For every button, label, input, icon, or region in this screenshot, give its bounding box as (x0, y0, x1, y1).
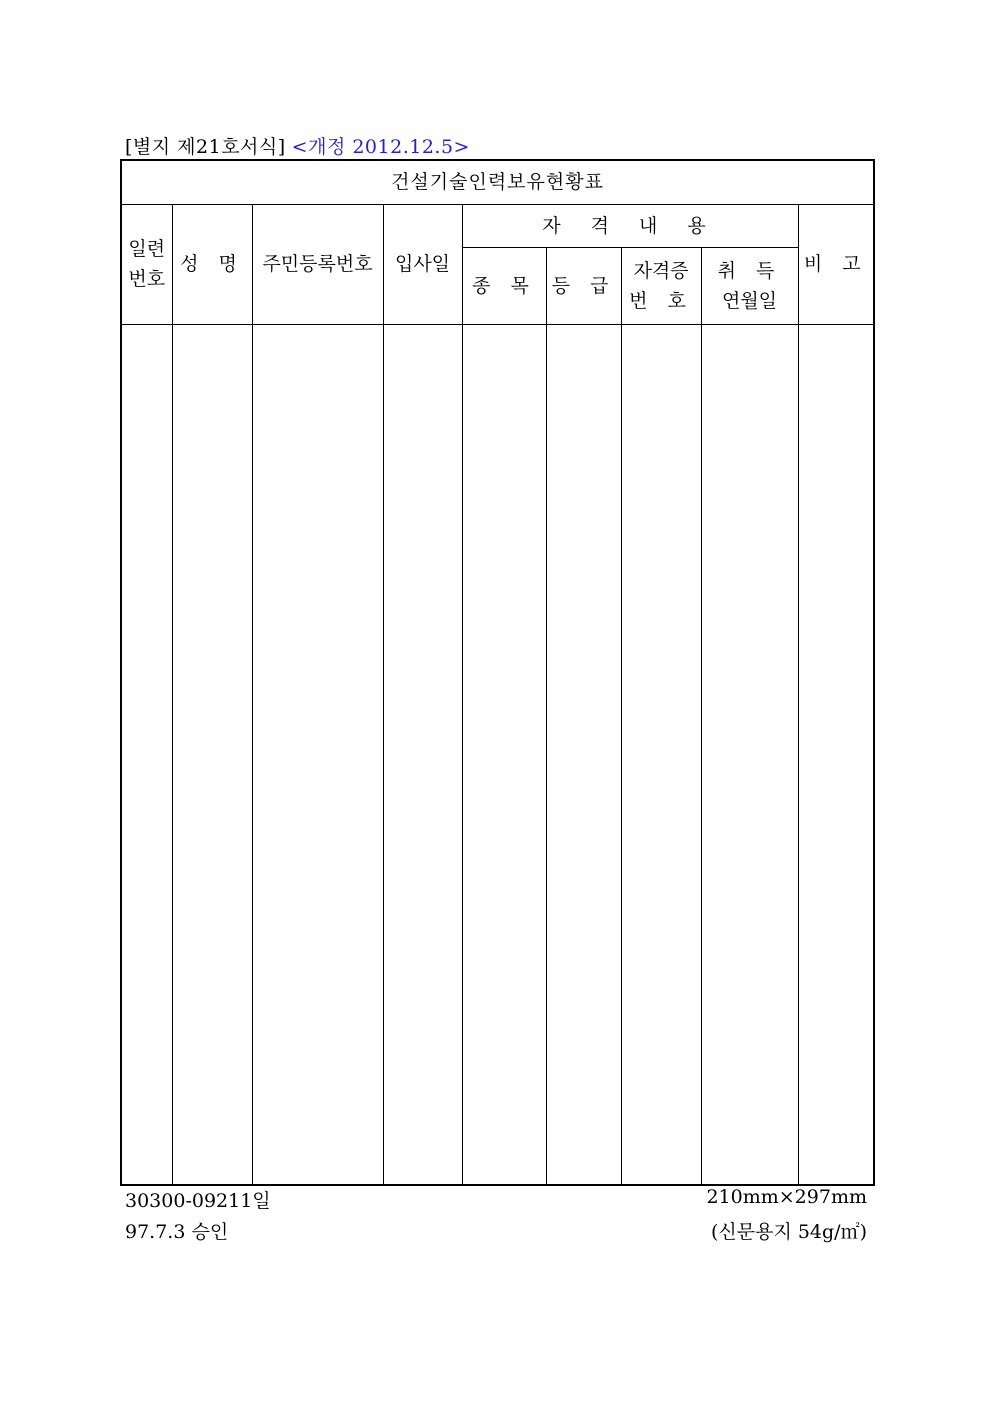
cell-grade[interactable] (546, 324, 621, 1185)
header-certificate-number (621, 247, 701, 324)
header-resident-id: 주민등록번호 (252, 204, 383, 324)
header-acquired-line2: 연월일 (721, 289, 778, 312)
header-serial-line1: 일련 (128, 238, 166, 260)
form-number: [별지 제21호서식] (125, 136, 286, 158)
header-acquired-line1: 취 득 (717, 259, 782, 282)
header-serial-line2: 번호 (128, 268, 166, 290)
cell-name[interactable] (172, 324, 252, 1185)
footer-paper-type: (신문용지 54g/㎡) (710, 1221, 867, 1243)
table-title: 건설기술인력보유현황표 (121, 160, 874, 204)
cell-remarks[interactable] (798, 324, 874, 1185)
cell-certificate-number[interactable] (621, 324, 701, 1185)
header-join-date: 입사일 (383, 204, 462, 324)
header-category: 종 목 (462, 247, 546, 324)
cell-acquisition-date[interactable] (701, 324, 798, 1185)
header-cert-line1: 자격증 (633, 259, 689, 282)
revision-note: <개정 2012.12.5> (291, 136, 470, 158)
footer-paper-size: 210mm×297mm (706, 1186, 867, 1208)
cell-category[interactable] (462, 324, 546, 1185)
header-remarks: 비 고 (798, 204, 874, 324)
header-serial-number (121, 204, 172, 324)
footer-approval: 97.7.3 승인 (125, 1221, 229, 1243)
cell-serial-number[interactable] (121, 324, 172, 1185)
form-label (125, 132, 470, 159)
header-name: 성 명 (172, 204, 252, 324)
cell-resident-id[interactable] (252, 324, 383, 1185)
footer-form-code: 30300-09211일 (125, 1190, 271, 1212)
table-body-row (121, 324, 874, 1185)
personnel-table (120, 159, 875, 1186)
header-acquisition-date (701, 247, 798, 324)
header-cert-line2: 번 호 (629, 289, 693, 312)
header-qualification-group: 자 격 내 용 (462, 204, 798, 247)
header-grade: 등 급 (546, 247, 621, 324)
cell-join-date[interactable] (383, 324, 462, 1185)
